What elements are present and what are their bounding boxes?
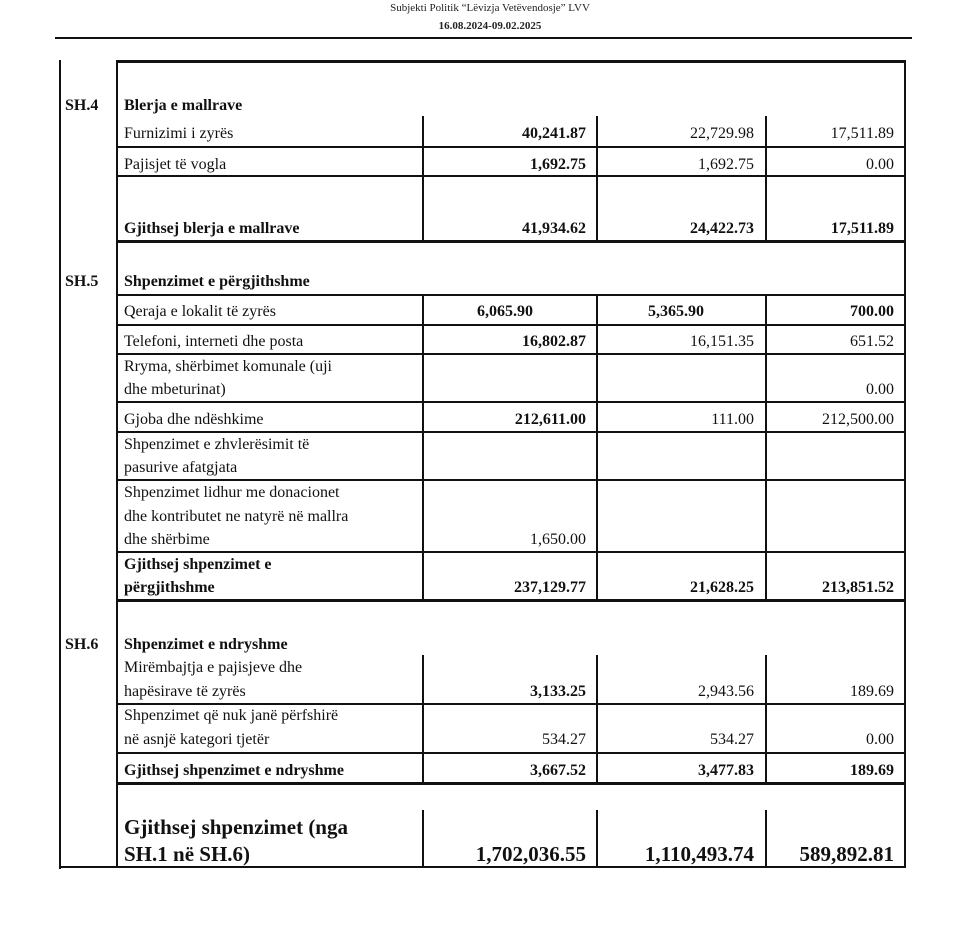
row-label: Pajisjet të vogla — [124, 156, 227, 173]
row-col3: 0.00 — [866, 731, 894, 748]
row-label: Gjoba dhe ndëshkime — [124, 411, 264, 428]
row-total: 16,802.87 — [522, 333, 586, 350]
row-label-line2: pasurive afatgjata — [124, 459, 238, 476]
section-left-border — [116, 599, 118, 657]
col-divider — [116, 782, 118, 868]
row-total: 212,611.00 — [514, 411, 586, 428]
row-col3: 651.52 — [850, 333, 894, 350]
document-entity-title: Subjekti Politik “Lëvizja Vetëvendosje” LVV — [390, 2, 590, 14]
col-divider — [116, 294, 118, 600]
row-total: 534.27 — [542, 731, 586, 748]
subtotal-label: Gjithsej shpenzimet e ndryshme — [124, 762, 344, 779]
section-code: SH.5 — [65, 273, 99, 290]
document-period: 16.08.2024-09.02.2025 — [438, 20, 542, 32]
section-left-border — [116, 240, 118, 295]
section-top-border — [116, 782, 906, 785]
row-divider — [116, 551, 906, 553]
row-col3: 212,500.00 — [822, 411, 894, 428]
grand-total-label-line2: SH.1 në SH.6) — [124, 842, 251, 866]
section-code: SH.4 — [65, 97, 99, 114]
subtotal-col2: 24,422.73 — [690, 220, 754, 237]
subtotal-col3: 189.69 — [850, 762, 894, 779]
row-col3: 0.00 — [866, 381, 894, 398]
row-label-line2: dhe kontributet ne natyrë në mallra — [124, 508, 349, 525]
row-label-line1: Rryma, shërbimet komunale (uji — [124, 358, 332, 375]
row-total: 40,241.87 — [522, 125, 586, 142]
row-divider — [116, 294, 906, 296]
table-right-border — [904, 60, 906, 868]
row-divider — [116, 401, 906, 403]
row-col2: 1,692.75 — [698, 156, 754, 173]
row-col2: 22,729.98 — [690, 125, 754, 142]
subtotal-col3: 17,511.89 — [830, 220, 894, 237]
col-divider — [116, 655, 118, 783]
section-top-border — [116, 599, 906, 602]
row-label: Telefoni, interneti dhe posta — [124, 333, 304, 350]
subtotal-col2: 3,477.83 — [698, 762, 754, 779]
row-col3: 700.00 — [850, 303, 894, 320]
row-col2: 111.00 — [711, 411, 754, 428]
row-col2: 16,151.35 — [690, 333, 754, 350]
row-label-line2: në asnjë kategori tjetër — [124, 731, 270, 748]
row-divider — [116, 431, 906, 433]
row-label-line1: Shpenzimet lidhur me donacionet — [124, 484, 340, 501]
subtotal-label-line1: Gjithsej shpenzimet e — [124, 556, 272, 573]
row-total: 6,065.90 — [477, 303, 533, 320]
subtotal-label-line2: përgjithshme — [124, 579, 215, 596]
row-label-line2: hapësirave të zyrës — [124, 683, 246, 700]
row-col2: 2,943.56 — [698, 683, 754, 700]
section-left-border — [116, 60, 118, 124]
subtotal-total: 3,667.52 — [530, 762, 586, 779]
section-top-border — [116, 240, 906, 243]
section-top-border — [116, 60, 906, 63]
grand-total-col2: 1,110,493.74 — [644, 842, 754, 866]
row-divider — [116, 324, 906, 326]
row-col3: 189.69 — [850, 683, 894, 700]
section-title: Shpenzimet e ndryshme — [124, 636, 288, 653]
section-title: Blerja e mallrave — [124, 97, 243, 114]
row-label-line1: Shpenzimet që nuk janë përfshirë — [124, 707, 339, 724]
row-divider — [116, 175, 906, 177]
subtotal-total: 41,934.62 — [522, 220, 586, 237]
subtotal-col3: 213,851.52 — [822, 579, 894, 596]
row-divider — [116, 752, 906, 754]
row-divider — [116, 146, 906, 148]
outer-left-border — [59, 60, 61, 869]
row-label-line3: dhe shërbime — [124, 531, 210, 548]
row-col3: 0.00 — [866, 156, 894, 173]
row-divider — [116, 703, 906, 705]
subtotal-col2: 21,628.25 — [690, 579, 754, 596]
row-total: 1,692.75 — [530, 156, 586, 173]
header-divider — [55, 37, 912, 39]
row-label: Furnizimi i zyrës — [124, 125, 234, 142]
row-divider — [116, 479, 906, 481]
row-label-line1: Mirëmbajtja e pajisjeve dhe — [124, 659, 303, 676]
section-code: SH.6 — [65, 636, 99, 653]
row-col2: 5,365.90 — [648, 303, 704, 320]
row-label-line1: Shpenzimet e zhvlerësimit të — [124, 436, 310, 453]
grand-total-col3: 589,892.81 — [799, 842, 894, 866]
grand-total-total: 1,702,036.55 — [475, 842, 586, 866]
row-col2: 534.27 — [710, 731, 754, 748]
row-total: 3,133.25 — [530, 683, 586, 700]
row-label-line2: dhe mbeturinat) — [124, 381, 226, 398]
subtotal-total: 237,129.77 — [514, 579, 586, 596]
row-total: 1,650.00 — [530, 531, 586, 548]
row-divider — [116, 353, 906, 355]
subtotal-label: Gjithsej blerja e mallrave — [124, 220, 300, 237]
row-label: Qeraja e lokalit të zyrës — [124, 303, 276, 320]
row-col3: 17,511.89 — [830, 125, 894, 142]
grand-total-label-line1: Gjithsej shpenzimet (nga — [124, 815, 348, 839]
col-divider — [116, 118, 118, 242]
section-title: Shpenzimet e përgjithshme — [124, 273, 310, 290]
